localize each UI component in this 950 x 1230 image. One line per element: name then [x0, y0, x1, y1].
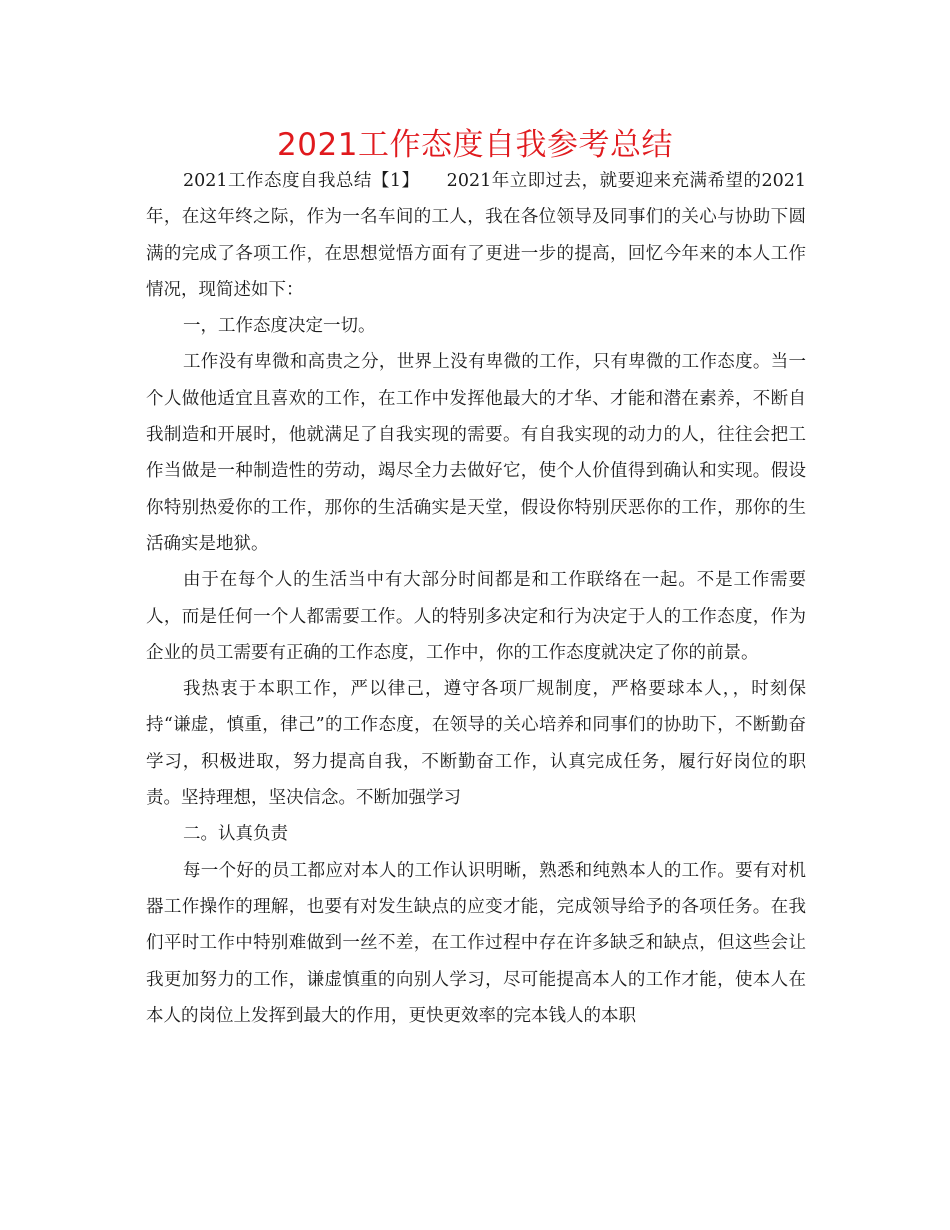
paragraph-intro: 2021工作态度自我总结【1】 2021年立即过去，就要迎来充满希望的2021年，在这年终之际，作为一名车间的工人，我在各位领导及同事们的关心与协助下圆满的完成了各项工作，在思想觉悟方面有了更进一步的提高，回忆今年来的本人工作情况，现简述如下： [146, 171, 806, 300]
section-heading-2: 二。认真负责 [183, 824, 288, 845]
document-title: 2021工作态度自我参考总结 [277, 127, 673, 163]
section-heading-1: 一，工作态度决定一切。 [183, 316, 376, 337]
paragraph-attitude: 工作没有卑微和高贵之分，世界上没有卑微的工作，只有卑微的工作态度。当一个人做他适宜且喜欢的工作，在工作中发挥他最大的才华、才能和潜在素养，不断自我制造和开展时，他就满足了自我实现的需要。有自我实现的动力的人，往往会把工作当做是一种制造性的劳动，竭尽全力去做好它，使个人价值得到确认和实现。假设你特别热爱你的工作，那你的生活确实是天堂，假设你特别厌恶你的工作，那你的生活确实是地狱。 [146, 352, 806, 554]
document-body [146, 163, 806, 1034]
paragraph-responsibility: 每一个好的员工都应对本人的工作认识明晰，熟悉和纯熟本人的工作。要有对机器工作操作的理解，也要有对发生缺点的应变才能，完成领导给予的各项任务。在我们平时工作中特别难做到一丝不差，在工作过程中存在许多缺乏和缺点，但这些会让我更加努力的工作，谦虚慎重的向别人学习，尽可能提高本人的工作才能，使本人在本人的岗位上发挥到最大的作用，更快更效率的完本钱人的本职 [146, 860, 806, 1026]
paragraph-dedication: 我热衷于本职工作，严以律己，遵守各项厂规制度，严格要球本人，，时刻保持“谦虚，慎重，律己”的工作态度，在领导的关心培养和同事们的协助下，不断勤奋学习，积极进取，努力提高自我，不断勤奋工作，认真完成任务，履行好岗位的职责。坚持理想，坚决信念。不断加强学习 [146, 679, 806, 809]
paragraph-work-life: 由于在每个人的生活当中有大部分时间都是和工作联络在一起。不是工作需要人，而是任何一个人都需要工作。人的特别多决定和行为决定于人的工作态度，作为企业的员工需要有正确的工作态度，工作中，你的工作态度就决定了你的前景。 [146, 570, 806, 663]
